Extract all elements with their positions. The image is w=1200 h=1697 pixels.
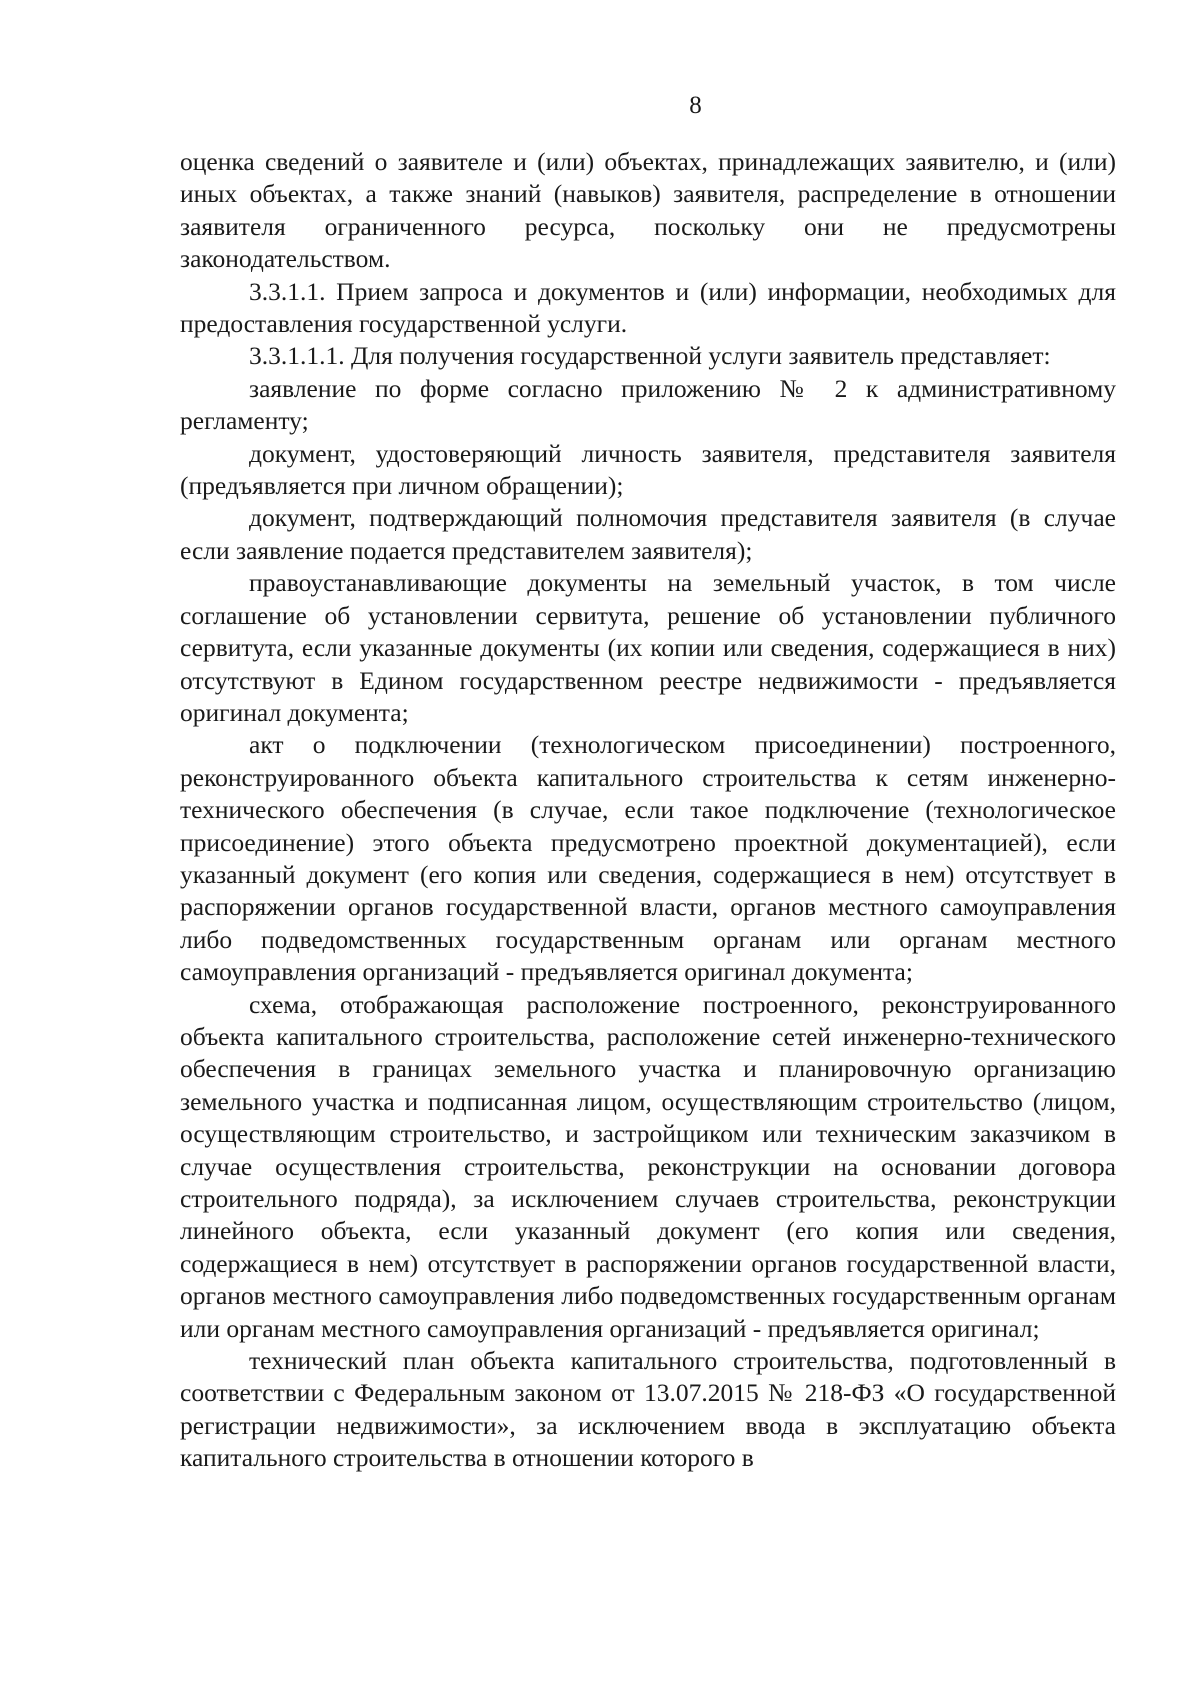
paragraph-section-3-3-1-1-1: 3.3.1.1.1. Для получения государственной услуги заявитель представляет: <box>249 341 1051 371</box>
list-item-authority-document: документ, подтверждающий полномочия представителя заявителя (в случае если заявление подается представителем заявителя); <box>180 503 1116 565</box>
list-item-land-title-documents: правоустанавливающие документы на земельный участок, в том числе соглашение об установлении сервитута, решение об установлении публичного сервитута, если указанные документы (их копии или сведения, содержащиеся в них) отсутствуют в Едином государственном реестре недвижимости - предъявляется оригинал документа; <box>180 568 1116 727</box>
list-item-connection-act: акт о подключении (технологическом присоединении) построенного, реконструированного объекта капитального строительства к сетям инженерно-технического обеспечения (в случае, если такое подключение (технологическое присоединение) этого объекта предусмотрено проектной документацией), если указанный документ (его копия или сведения, содержащиеся в нем) отсутствует в распоряжении органов государственной власти, органов местного самоуправления либо подведомственных государственным органам или органам местного самоуправления организаций - предъявляется оригинал документа; <box>180 730 1116 987</box>
page-number: 8 <box>689 92 702 119</box>
body-text <box>180 146 1116 1475</box>
list-item-layout-scheme: схема, отображающая расположение построенного, реконструированного объекта капитального строительства, расположение сетей инженерно-технического обеспечения в границах земельного участка и планировочную организацию земельного участка и подписанная лицом, осуществляющим строительство (лицом, осуществляющим строительство, и застройщиком или техническим заказчиком в случае осуществления строительства, реконструкции на основании договора строительного подряда), за исключением случаев строительства, реконструкции линейного объекта, если указанный документ (его копия или сведения, содержащиеся в нем) отсутствует в распоряжении органов государственной власти, органов местного самоуправления либо подведомственных государственным органам или органам местного самоуправления организаций - предъявляется оригинал; <box>180 989 1116 1343</box>
list-item-application: заявление по форме согласно приложению № 2 к административному регламенту; <box>180 373 1116 436</box>
paragraph-continuation: оценка сведений о заявителе и (или) объектах, принадлежащих заявителю, и (или) иных объектах, а также знаний (навыков) заявителя, распределение в отношении заявителя ограниченного ресурса, поскольку они не предусмотрены законодательством. <box>180 147 1116 274</box>
list-item-technical-plan: технический план объекта капитального строительства, подготовленный в соответствии с Федеральным законом от 13.07.2015 № 218-ФЗ «О государственной регистрации недвижимости», за исключением ввода в эксплуатацию объекта капитального строительства в отношении которого в <box>180 1346 1116 1473</box>
list-item-identity-document: документ, удостоверяющий личность заявителя, представителя заявителя (предъявляется при личном обращении); <box>180 438 1116 501</box>
paragraph-section-3-3-1-1: 3.3.1.1. Прием запроса и документов и (или) информации, необходимых для предоставления государственной услуги. <box>180 276 1116 339</box>
